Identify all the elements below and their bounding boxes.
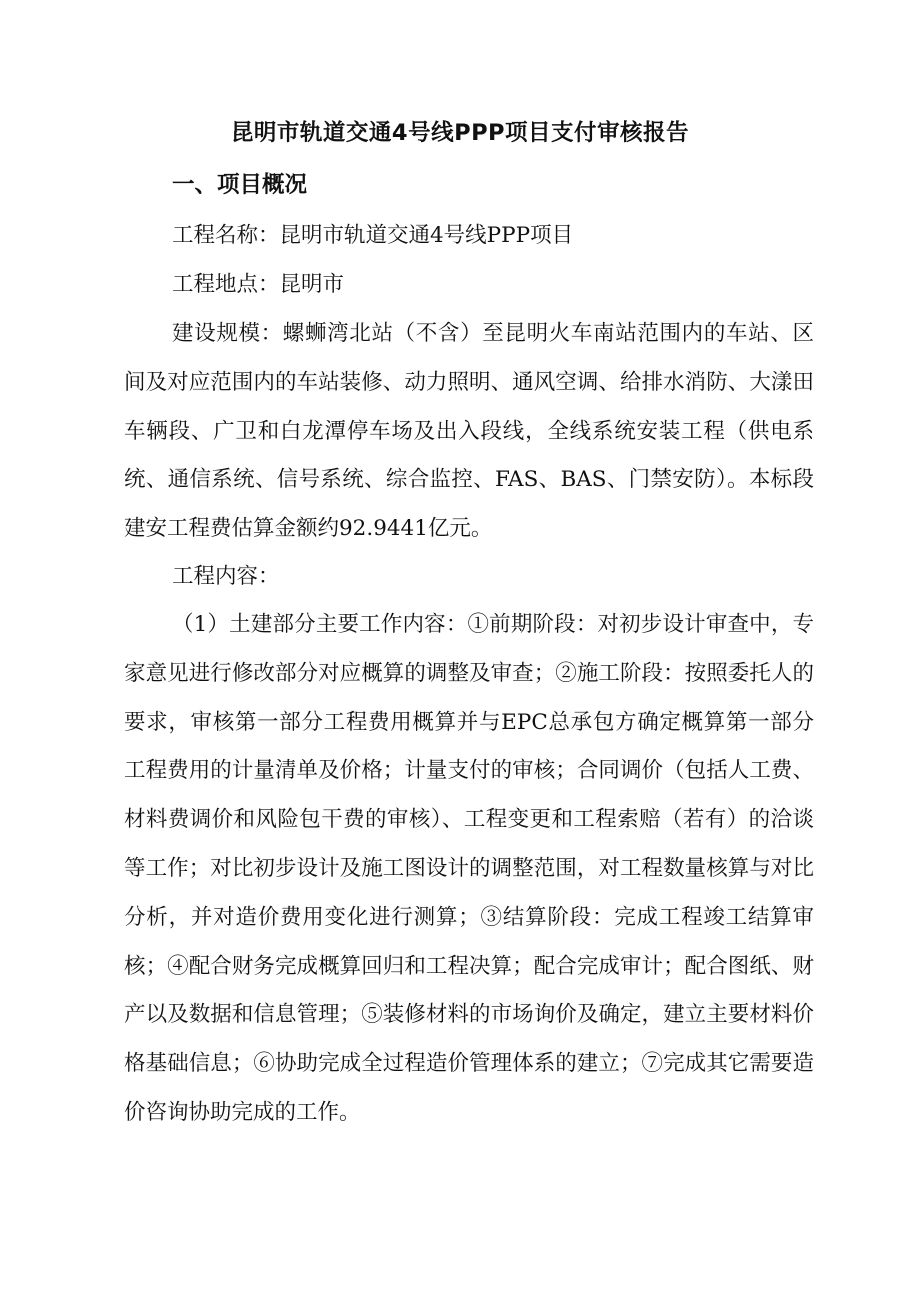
paragraph-construction-scale: 建设规模：螺蛳湾北站（不含）至昆明火车南站范围内的车站、区间及对应范围内的车站装修、动力照明、通风空调、给排水消防、大漾田车辆段、广卫和白龙潭停车场及出入段线，全线系统安装工程（供电系统、通信系统、信号系统、综合监控、FAS、BAS、门禁安防）。本标段建安工程费估算金额约92.9441亿元。 — [124, 321, 814, 542]
paragraph-civil-works: （1）土建部分主要工作内容：①前期阶段：对初步设计审查中，专家意见进行修改部分对应概算的调整及审查；②施工阶段：按照委托人的要求，审核第一部分工程费用概算并与EPC总承包方确定概算第一部分工程费用的计量清单及价格；计量支付的审核；合同调价（包括人工费、材料费调价和风险包干费的审核）、工程变更和工程索赔（若有）的洽谈等工作；对比初步设计及施工图设计的调整范围，对工程数量核算与对比分析，并对造价费用变化进行测算；③结算阶段：完成工程竣工结算审核；④配合财务完成概算回归和工程决算；配合完成审计；配合图纸、财产以及数据和信息管理；⑤装修材料的市场询价及确定，建立主要材料价格基础信息；⑥协助完成全过程造价管理体系的建立；⑦完成其它需要造价咨询协助完成的工作。 — [124, 612, 814, 1125]
section-heading-project-overview: 一、项目概况 — [172, 172, 308, 198]
paragraph-project-name: 工程名称：昆明市轨道交通4号线PPP项目 — [172, 223, 574, 248]
paragraph-content-label: 工程内容： — [172, 564, 280, 589]
document-title: 昆明市轨道交通4号线PPP项目支付审核报告 — [230, 120, 690, 146]
paragraph-project-location: 工程地点：昆明市 — [172, 272, 345, 297]
